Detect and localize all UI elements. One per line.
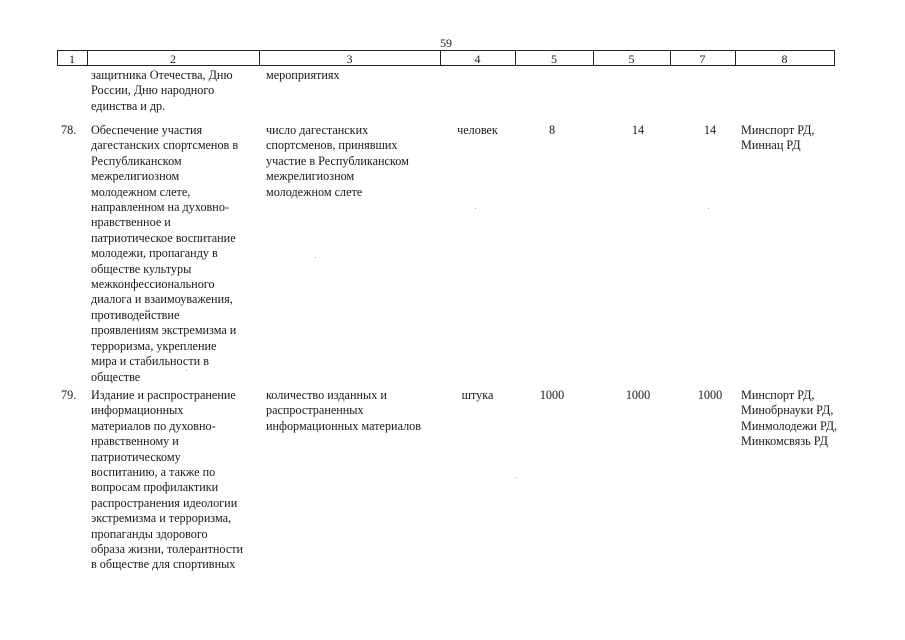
row-unit: человек <box>457 123 498 137</box>
row-value-2: 1000 <box>625 388 651 402</box>
header-col-4: 4 <box>474 52 481 66</box>
row-indicator: количество изданных и распространенных информационных материалов <box>266 388 422 433</box>
continuation-description: защитника Отечества, Дню России, Дню народного единства и др. <box>91 68 233 113</box>
row-responsible: Минспорт РД, Минобрнауки РД, Минмолодежи РД, Минкомсвязь РД <box>741 388 838 449</box>
row-unit: штука <box>461 388 494 402</box>
row-responsible: Минспорт РД, Миннац РД <box>741 123 815 153</box>
header-col-6: 5 <box>628 52 635 66</box>
row-description: Издание и распространение информационных материалов по духовно- нравственному и патриотическому воспитанию, а также по вопросам профилактики распространения идеологии экстремизма и терроризма, пропаганды здорового образа жизни, толерантности в обществе для спортивных <box>91 388 244 572</box>
scan-speck <box>475 208 476 209</box>
header-col-8: 8 <box>781 52 788 66</box>
row-value-2: 14 <box>631 123 645 137</box>
header-col-3: 3 <box>346 52 353 66</box>
row-description: Обеспечение участия дагестанских спортсменов в Республиканском межрелигиозном молодежном слете, направленном на духовно- нравственное и патриотическое воспитание молодежи, пропаганду в обществе культуры межконфессионального диалога и взаимоуважения, противодействие проявлениям экстремизма и терроризма, укрепление мира и стабильности в обществе <box>91 123 239 384</box>
scan-speck <box>516 477 517 478</box>
scan-speck <box>315 257 316 258</box>
header-col-1: 1 <box>69 52 75 66</box>
row-value-3: 14 <box>703 123 717 137</box>
continuation-indicator: мероприятиях <box>266 68 340 82</box>
header-col-2: 2 <box>170 52 176 66</box>
scan-speck <box>708 208 709 209</box>
header-col-5: 5 <box>551 52 557 66</box>
page-number: 59 <box>440 36 452 50</box>
row-value-3: 1000 <box>697 388 723 402</box>
row-value-1: 1000 <box>539 388 565 402</box>
row-indicator: число дагестанских спортсменов, принявших участие в Республиканском межрелигиозном молодежном слете <box>266 123 409 199</box>
column-divider <box>834 50 835 66</box>
row-number: 78. <box>61 123 77 137</box>
row-number: 79. <box>61 388 77 402</box>
scan-speck <box>186 370 187 371</box>
row-value-1: 8 <box>548 123 556 137</box>
header-col-7: 7 <box>699 52 706 66</box>
table-top-border <box>57 50 835 51</box>
